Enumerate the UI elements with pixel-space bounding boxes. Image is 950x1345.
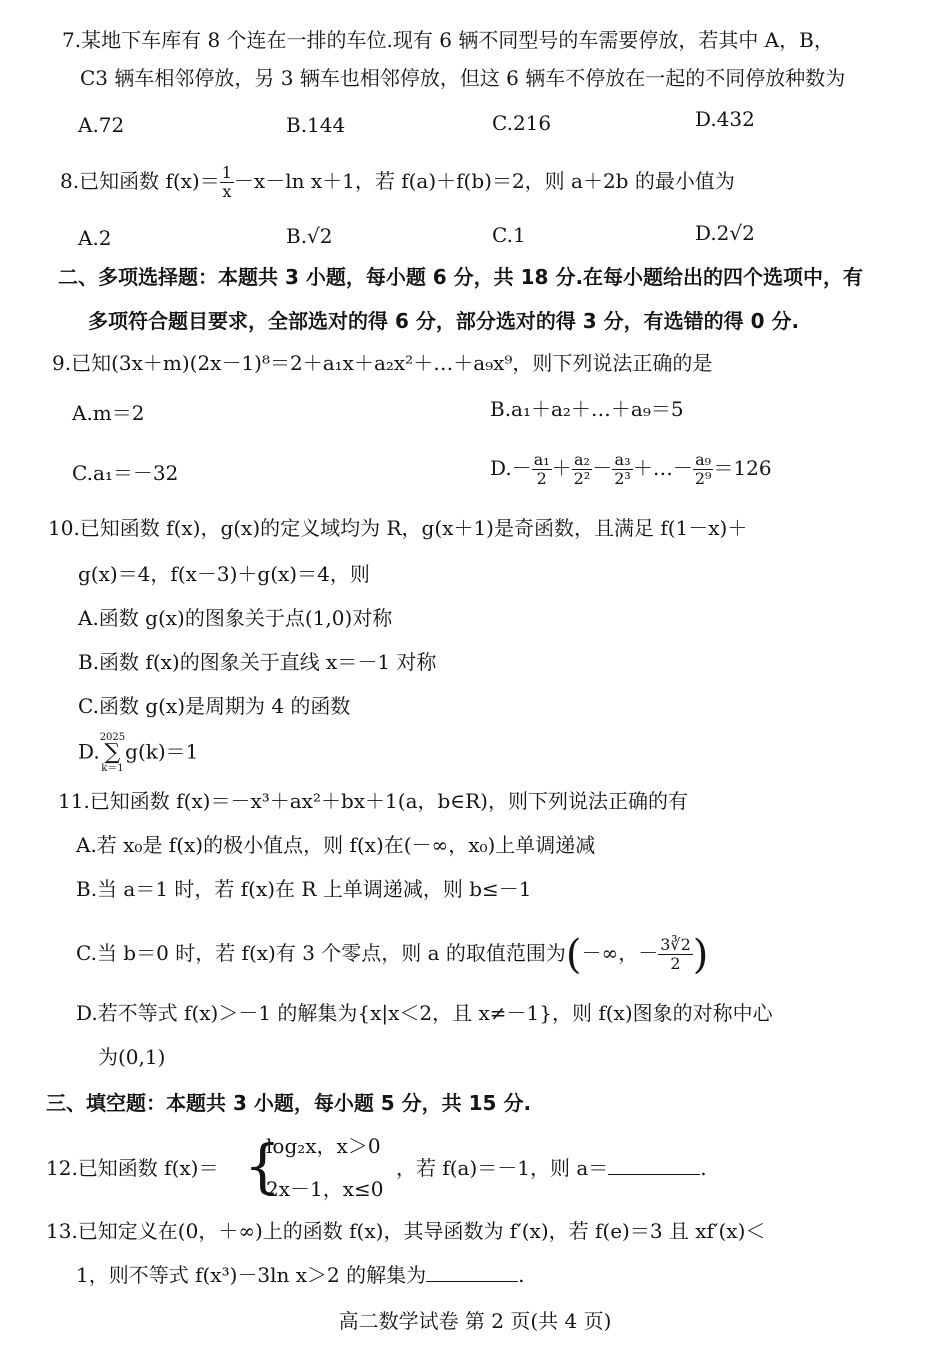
- q9-d-op3: ＋…－: [632, 456, 693, 480]
- q9-d-term3: [612, 451, 633, 488]
- q9-option-a: A.m＝2: [72, 401, 145, 425]
- q11-option-c: [76, 922, 708, 984]
- q12-suffix-line: [396, 1155, 707, 1181]
- q9-d-suffix: ＝126: [713, 456, 772, 480]
- section2-heading-line1: 二、多项选择题：本题共 3 小题，每小题 6 分，共 18 分.在每小题给出的四个选项中，有: [58, 265, 864, 289]
- q9-d-term4-num: a₉: [693, 451, 714, 470]
- q9-d-term3-num: a₃: [612, 451, 633, 470]
- q7-option-a: A.72: [78, 113, 125, 137]
- q8-fraction: [220, 164, 234, 201]
- q12-prefix: 12.已知函数 f(x)＝: [46, 1156, 219, 1180]
- section2-heading-line2: 多项符合题目要求，全部选对的得 6 分，部分选对的得 3 分，有选错的得 0 分.: [88, 309, 800, 333]
- q10-option-a: A.函数 g(x)的图象关于点(1,0)对称: [78, 606, 393, 630]
- page-footer: 高二数学试卷 第 2 页(共 4 页): [338, 1309, 612, 1333]
- q7-stem-line1: 7.某地下车库有 8 个连在一排的车位.现有 6 辆不同型号的车需要停放，若其中 A，B，: [62, 28, 834, 52]
- q7-option-b: B.144: [286, 113, 346, 137]
- q11-option-d-line1: D.若不等式 f(x)＞－1 的解集为{x|x＜2，且 x≠－1}，则 f(x)图象的对称中心: [76, 1001, 773, 1025]
- q12-suffix: ，若 f(a)＝－1，则 a＝: [396, 1156, 609, 1180]
- q13-stem-line1: 13.已知定义在(0，＋∞)上的函数 f(x)，其导函数为 f′(x)，若 f(e)＝3 且 xf′(x)＜: [46, 1219, 766, 1243]
- q9-d-term2-num: a₂: [572, 451, 593, 470]
- q11-option-d-line2: 为(0,1): [98, 1045, 166, 1069]
- q13-answer-blank[interactable]: [426, 1263, 518, 1282]
- q7-option-c: C.216: [492, 111, 552, 135]
- q9-d-term3-den: 2³: [614, 469, 631, 488]
- q9-option-d: [490, 442, 772, 494]
- q11-c-right-paren: ): [692, 932, 709, 978]
- q9-option-b: B.a₁＋a₂＋…＋a₉＝5: [490, 397, 684, 421]
- section3-heading: 三、填空题：本题共 3 小题，每小题 5 分，共 15 分.: [46, 1091, 532, 1115]
- q11-c-fraction: [658, 936, 693, 973]
- q11-c-left-paren: (: [565, 932, 582, 978]
- q11-stem: 11.已知函数 f(x)＝－x³＋ax²＋bx＋1(a，b∈R)，则下列说法正确的有: [58, 789, 688, 813]
- q8-option-a: A.2: [78, 226, 112, 250]
- q10-option-b: B.函数 f(x)的图象关于直线 x＝－1 对称: [78, 650, 437, 674]
- q9-d-term1: [532, 451, 552, 488]
- q10-d-sum-sigma: ∑: [104, 740, 121, 765]
- q9-option-c: C.a₁＝－32: [72, 461, 179, 485]
- q9-d-prefix: D.－: [490, 456, 532, 480]
- q13-line2-prefix: 1，则不等式 f(x³)－3ln x＞2 的解集为: [76, 1263, 427, 1287]
- q9-d-term4: [693, 451, 714, 488]
- q10-d-sum-top: 2025: [99, 732, 126, 743]
- q9-d-op2: －: [592, 456, 613, 480]
- q10-d-suffix: g(k)＝1: [125, 739, 199, 764]
- q10-stem-line1: 10.已知函数 f(x)，g(x)的定义域均为 R，g(x＋1)是奇函数，且满足 f(1－x)＋: [48, 516, 748, 540]
- q10-option-c: C.函数 g(x)是周期为 4 的函数: [78, 694, 351, 718]
- q11-c-prefix: C.当 b＝0 时，若 f(x)有 3 个零点，则 a 的取值范围为: [76, 941, 566, 965]
- q13-line2-end: .: [518, 1263, 525, 1287]
- q12-case1: log₂x，x＞0: [266, 1134, 381, 1158]
- q12-answer-blank[interactable]: [608, 1156, 700, 1175]
- q12-case2: 2x－1，x≤0: [266, 1177, 384, 1201]
- q9-d-term2-den: 2²: [573, 469, 591, 488]
- q13-stem-line2: [76, 1262, 524, 1288]
- q12-end: .: [700, 1156, 707, 1180]
- q10-option-d: [78, 732, 198, 774]
- q11-c-frac-den: 2: [670, 954, 681, 973]
- q12-left-brace: {: [244, 1132, 281, 1200]
- q8-stem: [60, 159, 735, 203]
- q8-stem-suffix: －x－ln x＋1，若 f(a)＋f(b)＝2，则 a＋2b 的最小值为: [233, 169, 735, 193]
- q8-frac-num: 1: [221, 163, 232, 182]
- q10-d-sum-bottom: k＝1: [101, 763, 124, 774]
- q7-stem-line2: C3 辆车相邻停放，另 3 辆车也相邻停放，但这 6 辆车不停放在一起的不同停放种数为: [80, 66, 846, 90]
- q10-d-prefix: D.: [78, 739, 100, 764]
- q8-frac-den: x: [222, 182, 232, 201]
- q10-d-summation: [100, 732, 125, 774]
- q10-stem-line2: g(x)＝4，f(x－3)＋g(x)＝4，则: [78, 562, 370, 586]
- q9-d-term1-num: a₁: [533, 450, 550, 469]
- q9-d-term1-den: 2: [536, 469, 547, 488]
- q7-option-d: D.432: [695, 107, 755, 131]
- q9-d-op1: ＋: [551, 456, 572, 480]
- q9-stem: 9.已知(3x＋m)(2x－1)⁸＝2＋a₁x＋a₂x²＋…＋a₉x⁹，则下列说法正确的是: [52, 351, 713, 375]
- q11-c-mid: －∞，－: [581, 941, 659, 965]
- q8-option-d: D.2√2: [695, 221, 755, 245]
- q8-stem-prefix: 8.已知函数 f(x)＝: [60, 169, 220, 193]
- q9-d-term2: [572, 451, 593, 488]
- q11-option-b: B.当 a＝1 时，若 f(x)在 R 上单调递减，则 b≤－1: [76, 877, 532, 901]
- q11-c-frac-num: 3∛2: [660, 935, 691, 954]
- q8-option-b: B.√2: [286, 224, 333, 248]
- q11-option-a: A.若 x₀是 f(x)的极小值点，则 f(x)在(－∞，x₀)上单调递减: [76, 833, 596, 857]
- q8-option-c: C.1: [492, 223, 526, 247]
- q9-d-term4-den: 2⁹: [694, 469, 712, 488]
